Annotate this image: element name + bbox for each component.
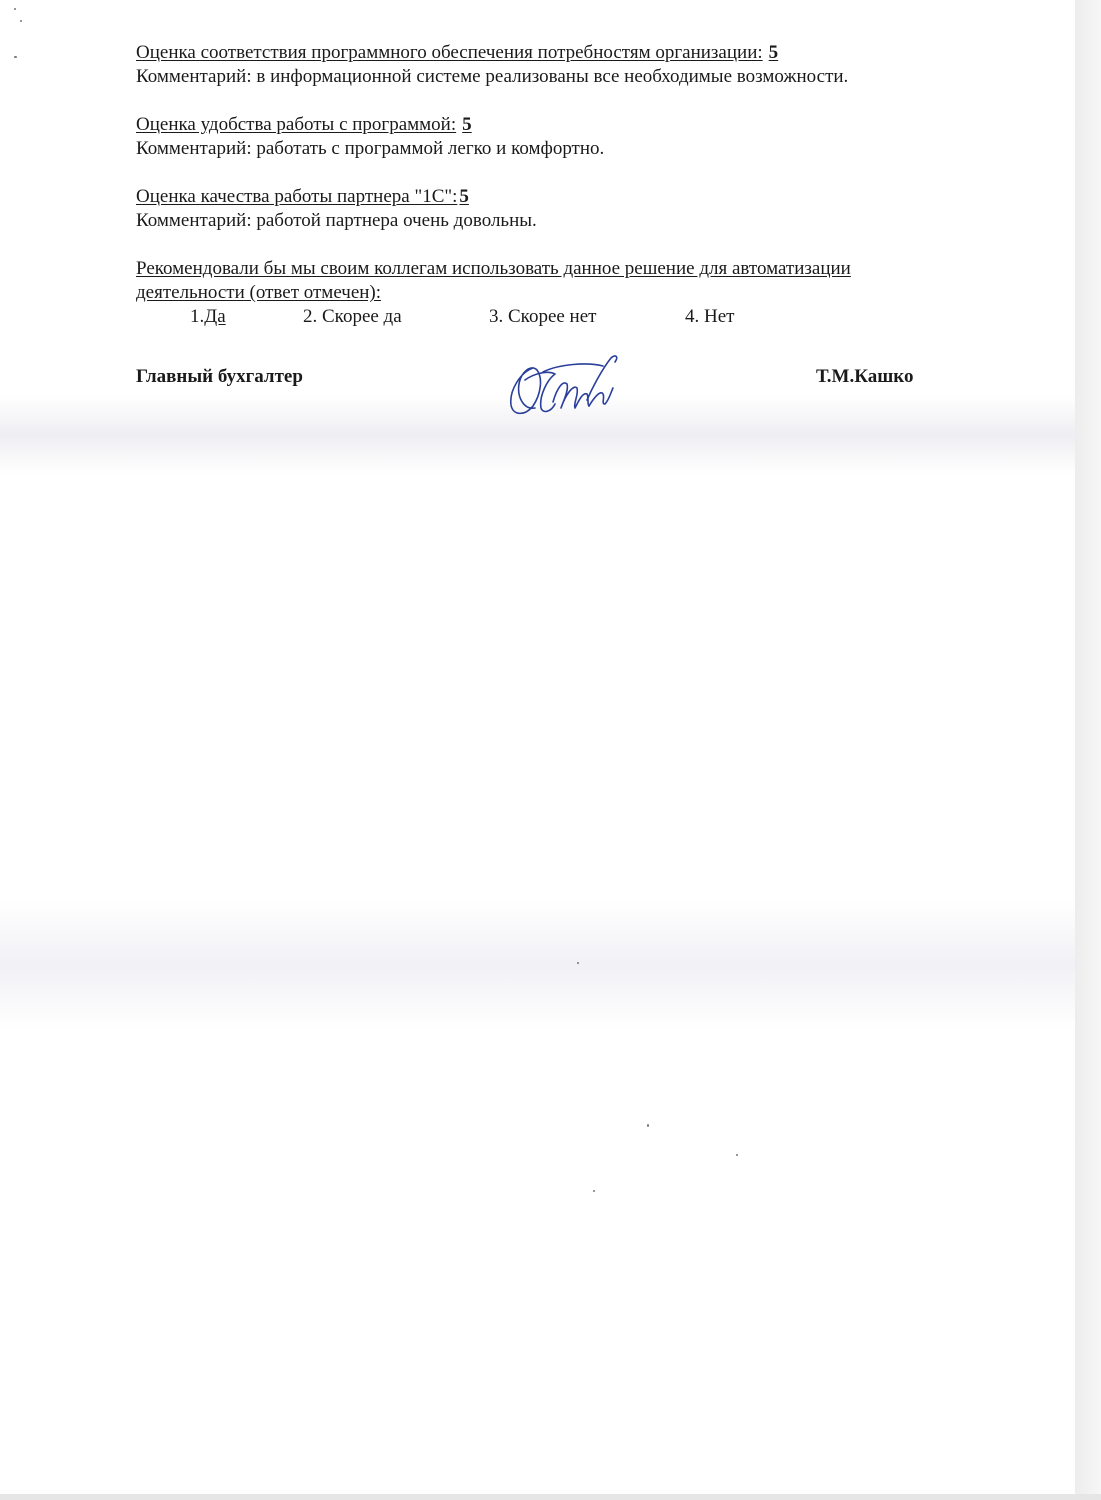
scan-speck [593,1190,595,1192]
section-question: Оценка качества работы партнера "1С": [136,186,458,207]
section-question-line [136,41,1056,65]
option-label: Нет [704,306,735,327]
section-question: Оценка соответствия программного обеспечения потребностям организации: [136,42,763,63]
option-number: 2. [303,306,318,327]
survey-section-recommendation [136,257,1056,329]
survey-section-software-fit [136,41,1056,89]
recommendation-question-line-1: Рекомендовали бы мы своим коллегам использовать данное решение для автоматизации [136,258,851,279]
scan-speck [736,1154,738,1156]
section-score: 5 [768,42,779,63]
recommendation-question-line-2: деятельности (ответ отмечен): [136,282,382,303]
handwritten-signature [503,350,628,422]
option-no [685,305,734,329]
option-number: 4. [685,306,700,327]
option-rather-no [489,305,596,329]
option-label: Скорее нет [508,306,597,327]
signer-name: Т.М.Кашко [816,366,914,387]
section-score: 5 [459,186,469,207]
survey-section-partner-quality [136,185,1056,233]
option-yes-selected [190,305,226,329]
survey-content [136,41,1056,353]
signer-position: Главный бухгалтер [136,366,303,387]
section-score: 5 [462,114,472,135]
scan-speck [20,20,22,22]
scan-edge-bottom [0,1494,1101,1500]
section-comment: Комментарий: в информационной системе реализованы все необходимые возможности. [136,66,849,87]
section-comment: Комментарий: работать с программой легко и комфортно. [136,138,605,159]
scan-edge-right [1075,0,1101,1500]
scan-speck [577,962,579,964]
section-comment: Комментарий: работой партнера очень довольны. [136,210,537,231]
option-number: 3. [489,306,504,327]
option-rather-yes [303,305,402,329]
option-label: Да [204,306,226,327]
option-number: 1. [190,306,205,327]
section-question-line [136,113,1056,137]
recommendation-options [136,305,1056,329]
section-question-line [136,185,1056,209]
scan-speck [14,8,16,10]
section-question: Оценка удобства работы с программой: [136,114,457,135]
scan-speck [647,1124,649,1127]
scan-shading-band [0,900,1101,1030]
option-label: Скорее да [322,306,402,327]
survey-section-usability [136,113,1056,161]
scan-speck [14,56,17,58]
